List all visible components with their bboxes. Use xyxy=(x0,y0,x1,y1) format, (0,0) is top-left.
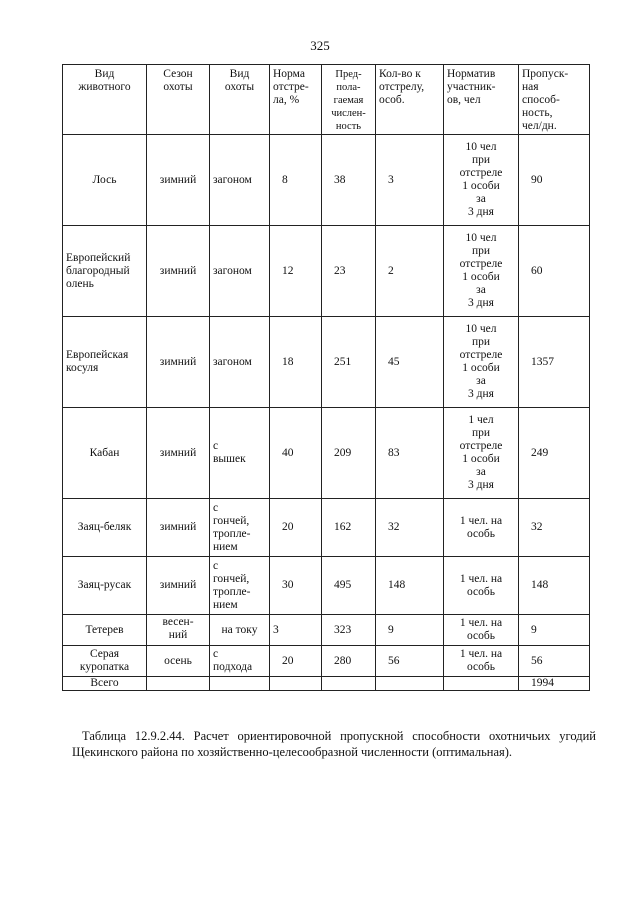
table-row xyxy=(63,317,590,408)
cell-participants: 1 чел. на особь xyxy=(444,557,519,615)
table-row xyxy=(63,226,590,317)
cell-population: 495 xyxy=(322,557,376,615)
cell-animal: Заяц-русак xyxy=(63,557,147,615)
cell-participants: 10 чел при отстреле 1 особи за 3 дня xyxy=(444,135,519,226)
cell-season: зимний xyxy=(147,226,210,317)
cell-method: загоном xyxy=(210,226,270,317)
cell-empty xyxy=(147,677,210,691)
cell-capacity: 1357 xyxy=(519,317,590,408)
cell-quota: 9 xyxy=(376,615,444,646)
cell-capacity: 60 xyxy=(519,226,590,317)
cell-method: загоном xyxy=(210,135,270,226)
cell-capacity: 90 xyxy=(519,135,590,226)
table-header-row xyxy=(63,65,590,135)
cell-animal: Европейская косуля xyxy=(63,317,147,408)
cell-capacity: 9 xyxy=(519,615,590,646)
cell-animal: Заяц-беляк xyxy=(63,499,147,557)
header-participants: Норматив участник- ов, чел xyxy=(444,65,519,135)
cell-capacity: 32 xyxy=(519,499,590,557)
cell-population: 38 xyxy=(322,135,376,226)
cell-norm: 12 xyxy=(270,226,322,317)
cell-participants: 10 чел при отстреле 1 особи за 3 дня xyxy=(444,226,519,317)
cell-quota: 2 xyxy=(376,226,444,317)
header-method: Вид охоты xyxy=(210,65,270,135)
cell-animal: Кабан xyxy=(63,408,147,499)
cell-population: 23 xyxy=(322,226,376,317)
cell-capacity: 249 xyxy=(519,408,590,499)
cell-season: зимний xyxy=(147,317,210,408)
cell-norm: 3 xyxy=(270,615,322,646)
cell-norm: 20 xyxy=(270,499,322,557)
cell-population: 251 xyxy=(322,317,376,408)
table-row xyxy=(63,408,590,499)
cell-season: зимний xyxy=(147,135,210,226)
table-row xyxy=(63,615,590,646)
table-caption: Таблица 12.9.2.44. Расчет ориентировочной пропускной способности охотничьих угодий Щекинского района по хозяйственно-целесообразной численности (оптимальная). xyxy=(72,729,596,759)
header-season: Сезон охоты xyxy=(147,65,210,135)
cell-participants: 1 чел. на особь xyxy=(444,646,519,677)
cell-empty xyxy=(270,677,322,691)
cell-participants: 10 чел при отстреле 1 особи за 3 дня xyxy=(444,317,519,408)
cell-norm: 18 xyxy=(270,317,322,408)
cell-method: с гончей, тропле- нием xyxy=(210,499,270,557)
cell-total-label: Всего xyxy=(63,677,147,691)
cell-method: с вышек xyxy=(210,408,270,499)
cell-animal: Лось xyxy=(63,135,147,226)
cell-participants: 1 чел. на особь xyxy=(444,499,519,557)
cell-season: зимний xyxy=(147,499,210,557)
cell-participants: 1 чел. на особь xyxy=(444,615,519,646)
header-population: Пред- пола- гаемая числен- ность xyxy=(322,65,376,135)
page-number: 325 xyxy=(310,38,330,53)
cell-method: загоном xyxy=(210,317,270,408)
header-quota: Кол-во к отстрелу, особ. xyxy=(376,65,444,135)
cell-season: осень xyxy=(147,646,210,677)
header-norm: Норма отстре- ла, % xyxy=(270,65,322,135)
cell-empty xyxy=(322,677,376,691)
cell-capacity: 148 xyxy=(519,557,590,615)
cell-season: весен- ний xyxy=(147,615,210,646)
table-row xyxy=(63,557,590,615)
cell-method: с подхода xyxy=(210,646,270,677)
cell-season: зимний xyxy=(147,408,210,499)
cell-method: с гончей, тропле- нием xyxy=(210,557,270,615)
table-row xyxy=(63,646,590,677)
header-animal: Вид животного xyxy=(63,65,147,135)
cell-total-capacity: 1994 xyxy=(519,677,590,691)
cell-norm: 8 xyxy=(270,135,322,226)
cell-norm: 20 xyxy=(270,646,322,677)
cell-quota: 83 xyxy=(376,408,444,499)
hunting-capacity-table xyxy=(62,64,590,691)
cell-population: 162 xyxy=(322,499,376,557)
cell-empty xyxy=(444,677,519,691)
cell-population: 209 xyxy=(322,408,376,499)
cell-season: зимний xyxy=(147,557,210,615)
table-total-row xyxy=(63,677,590,691)
cell-empty xyxy=(376,677,444,691)
cell-quota: 56 xyxy=(376,646,444,677)
cell-population: 280 xyxy=(322,646,376,677)
cell-norm: 40 xyxy=(270,408,322,499)
cell-animal: Европейский благородный олень xyxy=(63,226,147,317)
cell-quota: 148 xyxy=(376,557,444,615)
header-capacity: Пропуск- ная способ- ность, чел/дн. xyxy=(519,65,590,135)
cell-animal: Тетерев xyxy=(63,615,147,646)
cell-participants: 1 чел при отстреле 1 особи за 3 дня xyxy=(444,408,519,499)
cell-empty xyxy=(210,677,270,691)
cell-norm: 30 xyxy=(270,557,322,615)
table-row xyxy=(63,135,590,226)
cell-quota: 32 xyxy=(376,499,444,557)
cell-animal: Серая куропатка xyxy=(63,646,147,677)
table-row xyxy=(63,499,590,557)
cell-method: на току xyxy=(210,615,270,646)
cell-population: 323 xyxy=(322,615,376,646)
cell-capacity: 56 xyxy=(519,646,590,677)
cell-quota: 45 xyxy=(376,317,444,408)
cell-quota: 3 xyxy=(376,135,444,226)
